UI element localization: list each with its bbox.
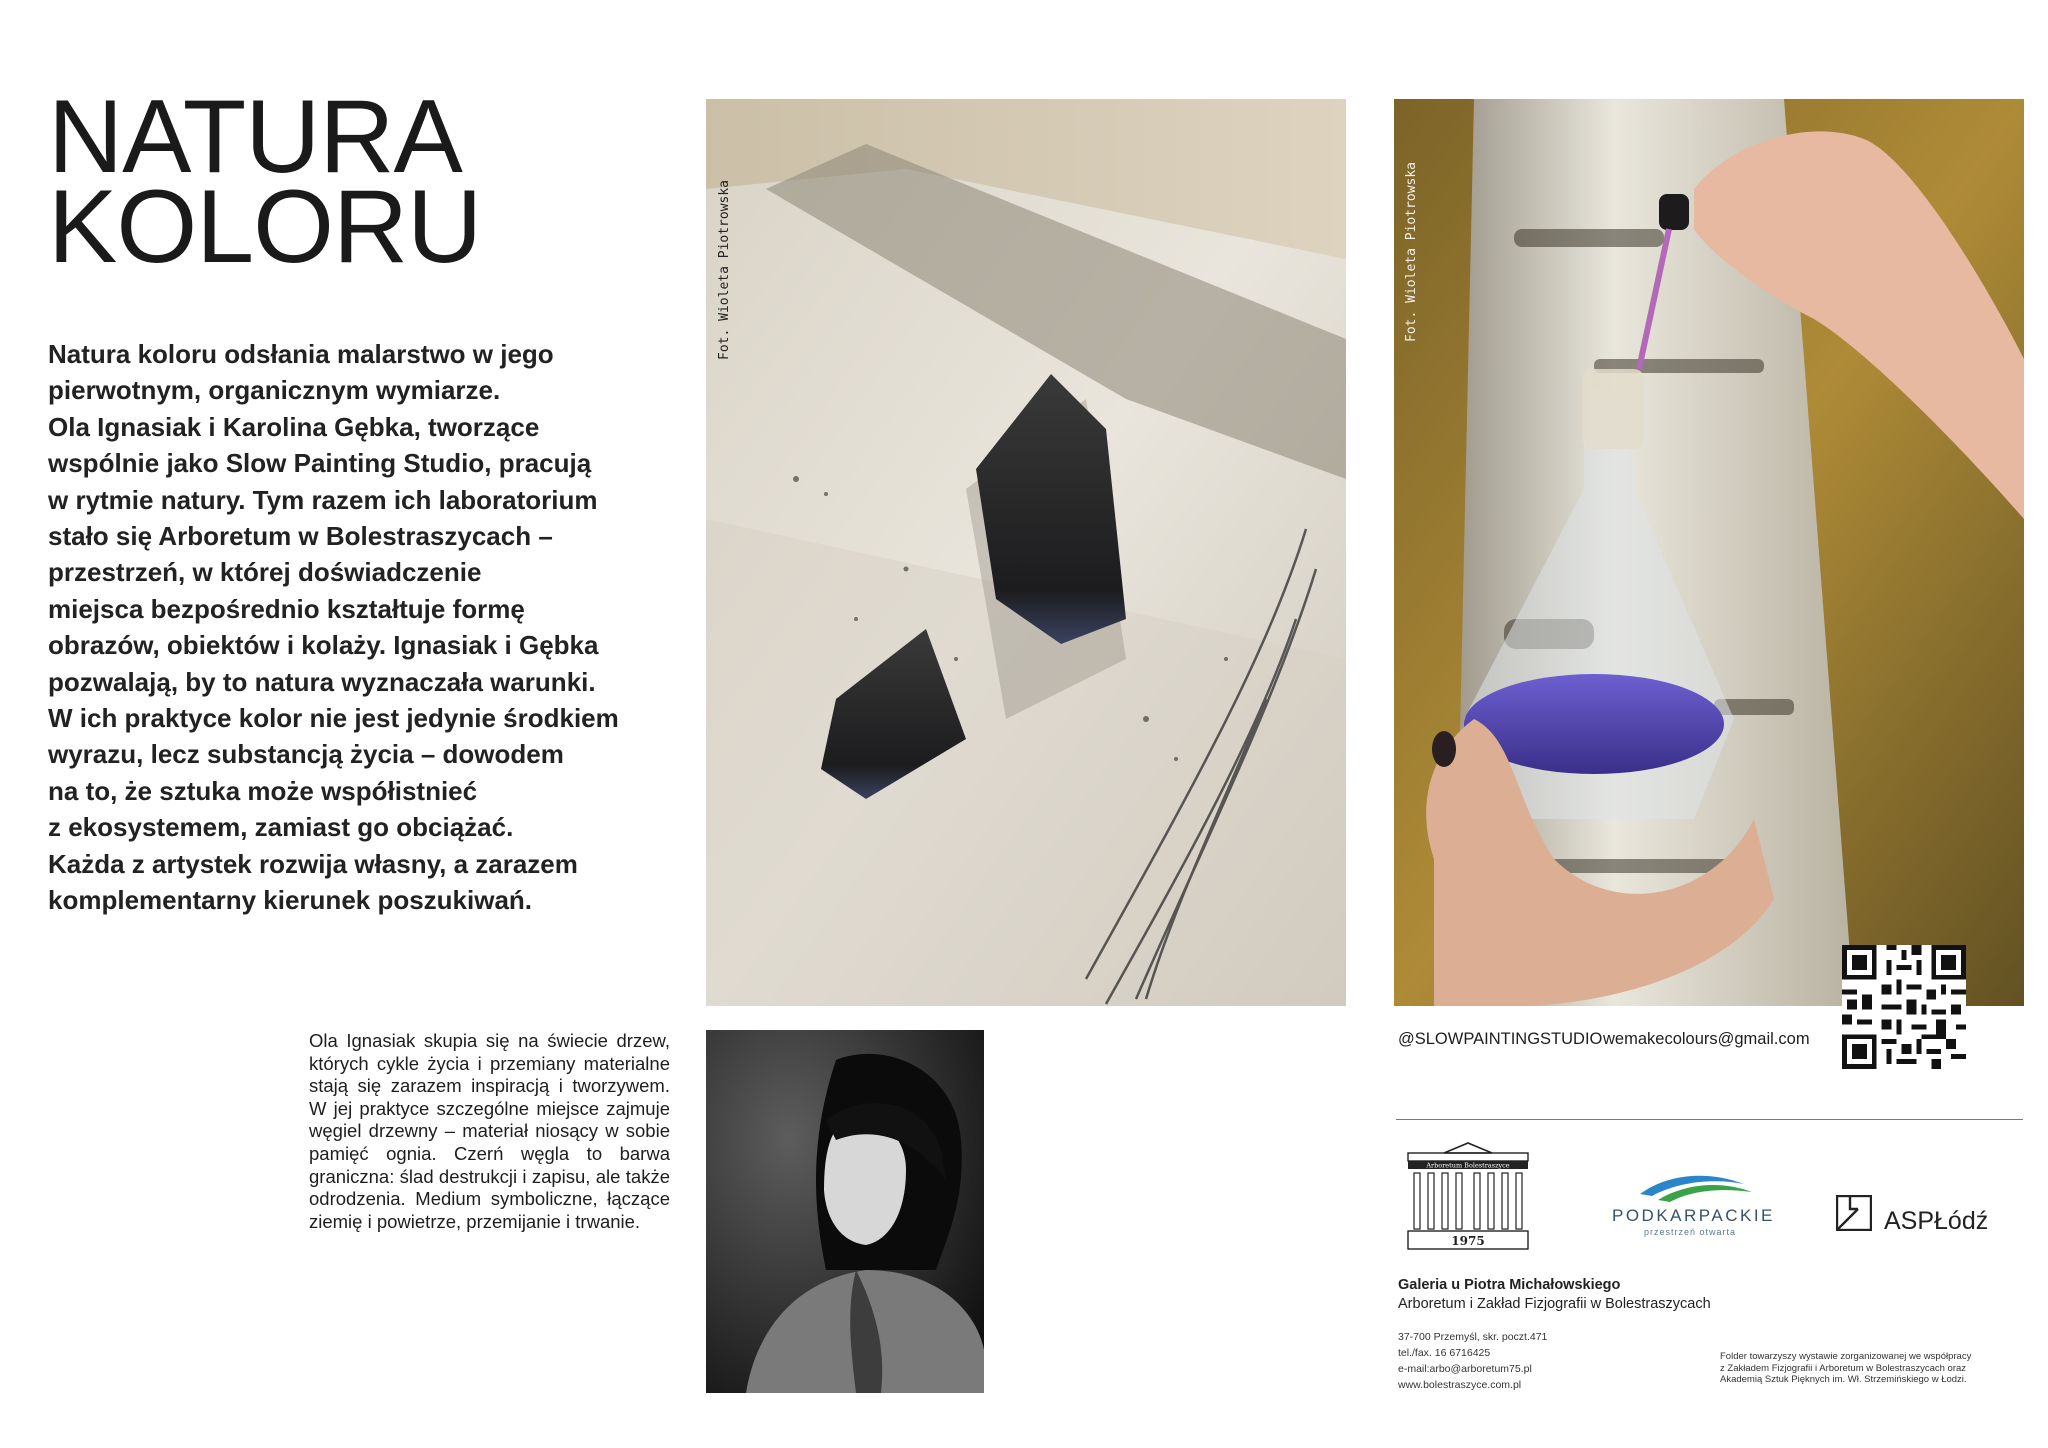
note-line: z Zakładem Fizjografii i Arboretum w Bolestraszycach oraz	[1720, 1362, 1967, 1374]
intro-line: Natura koloru odsłania malarstwo w jego	[48, 339, 554, 369]
photo-credit: Fot. Wioleta Piotrowska	[1404, 161, 1419, 342]
photo-credit: Fot. Wioleta Piotrowska	[717, 179, 732, 360]
intro-line: na to, że sztuka może współistnieć	[48, 775, 478, 806]
note-line: Folder towarzyszy wystawie zorganizowanej we współpracy	[1720, 1351, 1972, 1362]
podkarpackie-logo-tagline: przestrzeń otwarta	[1643, 1227, 1737, 1237]
charcoal-photo	[706, 99, 1346, 1006]
intro-line: Każda z artystek rozwija własny, a zarazem	[48, 848, 578, 879]
address-line: 37-700 Przemyśl, skr. poczt.471	[1398, 1331, 1548, 1343]
artist-bio: Ola Ignasiak skupia się na świecie drzew, których cykle życia i przemiany materialne stają się zarazem inspiracją i tworzywem. W jej praktyce szczególne miejsce zajmuje węgiel drzewny – materiał niosący w sobie pamięć ognia. Czerń węgla to barwa graniczna: ślad destrukcji i zapisu, ale także odrodzenia. Medium symboliczne, łączące ziemię i powietrze, przemijanie i trwanie.	[309, 1030, 670, 1232]
title-line-2: KOLORU	[48, 169, 482, 285]
intro-line: wspólnie jako Slow Painting Studio, pracują	[48, 448, 592, 479]
intro-line: przestrzeń, w której doświadczenie	[48, 557, 482, 588]
intro-line: wyrazu, lecz substancją życia – dowodem	[48, 739, 564, 770]
intro-paragraph	[48, 336, 688, 919]
address-email[interactable]: e-mail:arbo@arboretum75.pl	[1398, 1363, 1532, 1375]
birch-flask-photo	[1394, 99, 2024, 1006]
intro-line: pierwotnym, organicznym wymiarze.	[48, 375, 501, 406]
intro-line: W ich praktyce kolor nie jest jedynie środkiem	[48, 703, 619, 734]
page-title	[48, 79, 688, 285]
gallery-subtitle: Arboretum i Zakład Fizjografii w Bolestraszycach	[1398, 1296, 1711, 1312]
note-line: Akademią Sztuk Pięknych im. Wł. Strzemińskiego w Łodzi.	[1720, 1374, 1967, 1385]
divider-line	[1396, 1119, 2023, 1120]
intro-line: w rytmie natury. Tym razem ich laboratorium	[48, 484, 598, 515]
qr-code[interactable]	[1842, 945, 1966, 1069]
arboretum-logo-label: Arboretum Bolestraszyce	[1426, 1161, 1510, 1170]
asp-logo-text: ASPŁódź	[1884, 1207, 1989, 1235]
intro-line: obrazów, obiektów i kolaży. Ignasiak i Gębka	[48, 630, 599, 661]
podkarpackie-logo-text: PODKARPACKIE	[1612, 1206, 1775, 1225]
cooperation-note	[1720, 1351, 1971, 1386]
instagram-handle[interactable]: @SLOWPAINTINGSTUDIO	[1398, 1030, 1603, 1048]
intro-line: komplementarny kierunek poszukiwań.	[48, 885, 533, 916]
address-website[interactable]: www.bolestraszyce.com.pl	[1398, 1379, 1522, 1391]
intro-line: Ola Ignasiak i Karolina Gębka, tworzące	[48, 411, 540, 442]
arboretum-logo	[1404, 1141, 1532, 1251]
intro-line: z ekosystemem, zamiast go obciążać.	[48, 812, 514, 843]
asp-logo-mark	[1836, 1195, 1872, 1231]
title-line-1: NATURA	[48, 79, 462, 195]
intro-line: pozwalają, by to natura wyznaczała warunki.	[48, 666, 596, 697]
artist-portrait-photo	[706, 1030, 984, 1393]
intro-line: stało się Arboretum w Bolestraszycach –	[48, 521, 553, 552]
arboretum-logo-year: 1975	[1451, 1234, 1485, 1248]
contact-email[interactable]: wemakecolours@gmail.com	[1603, 1030, 1810, 1048]
address-line: tel./fax. 16 6716425	[1398, 1347, 1491, 1359]
gallery-name: Galeria u Piotra Michałowskiego	[1398, 1277, 1621, 1293]
intro-line: miejsca bezpośrednio kształtuje formę	[48, 593, 525, 624]
address-block	[1398, 1329, 1547, 1393]
